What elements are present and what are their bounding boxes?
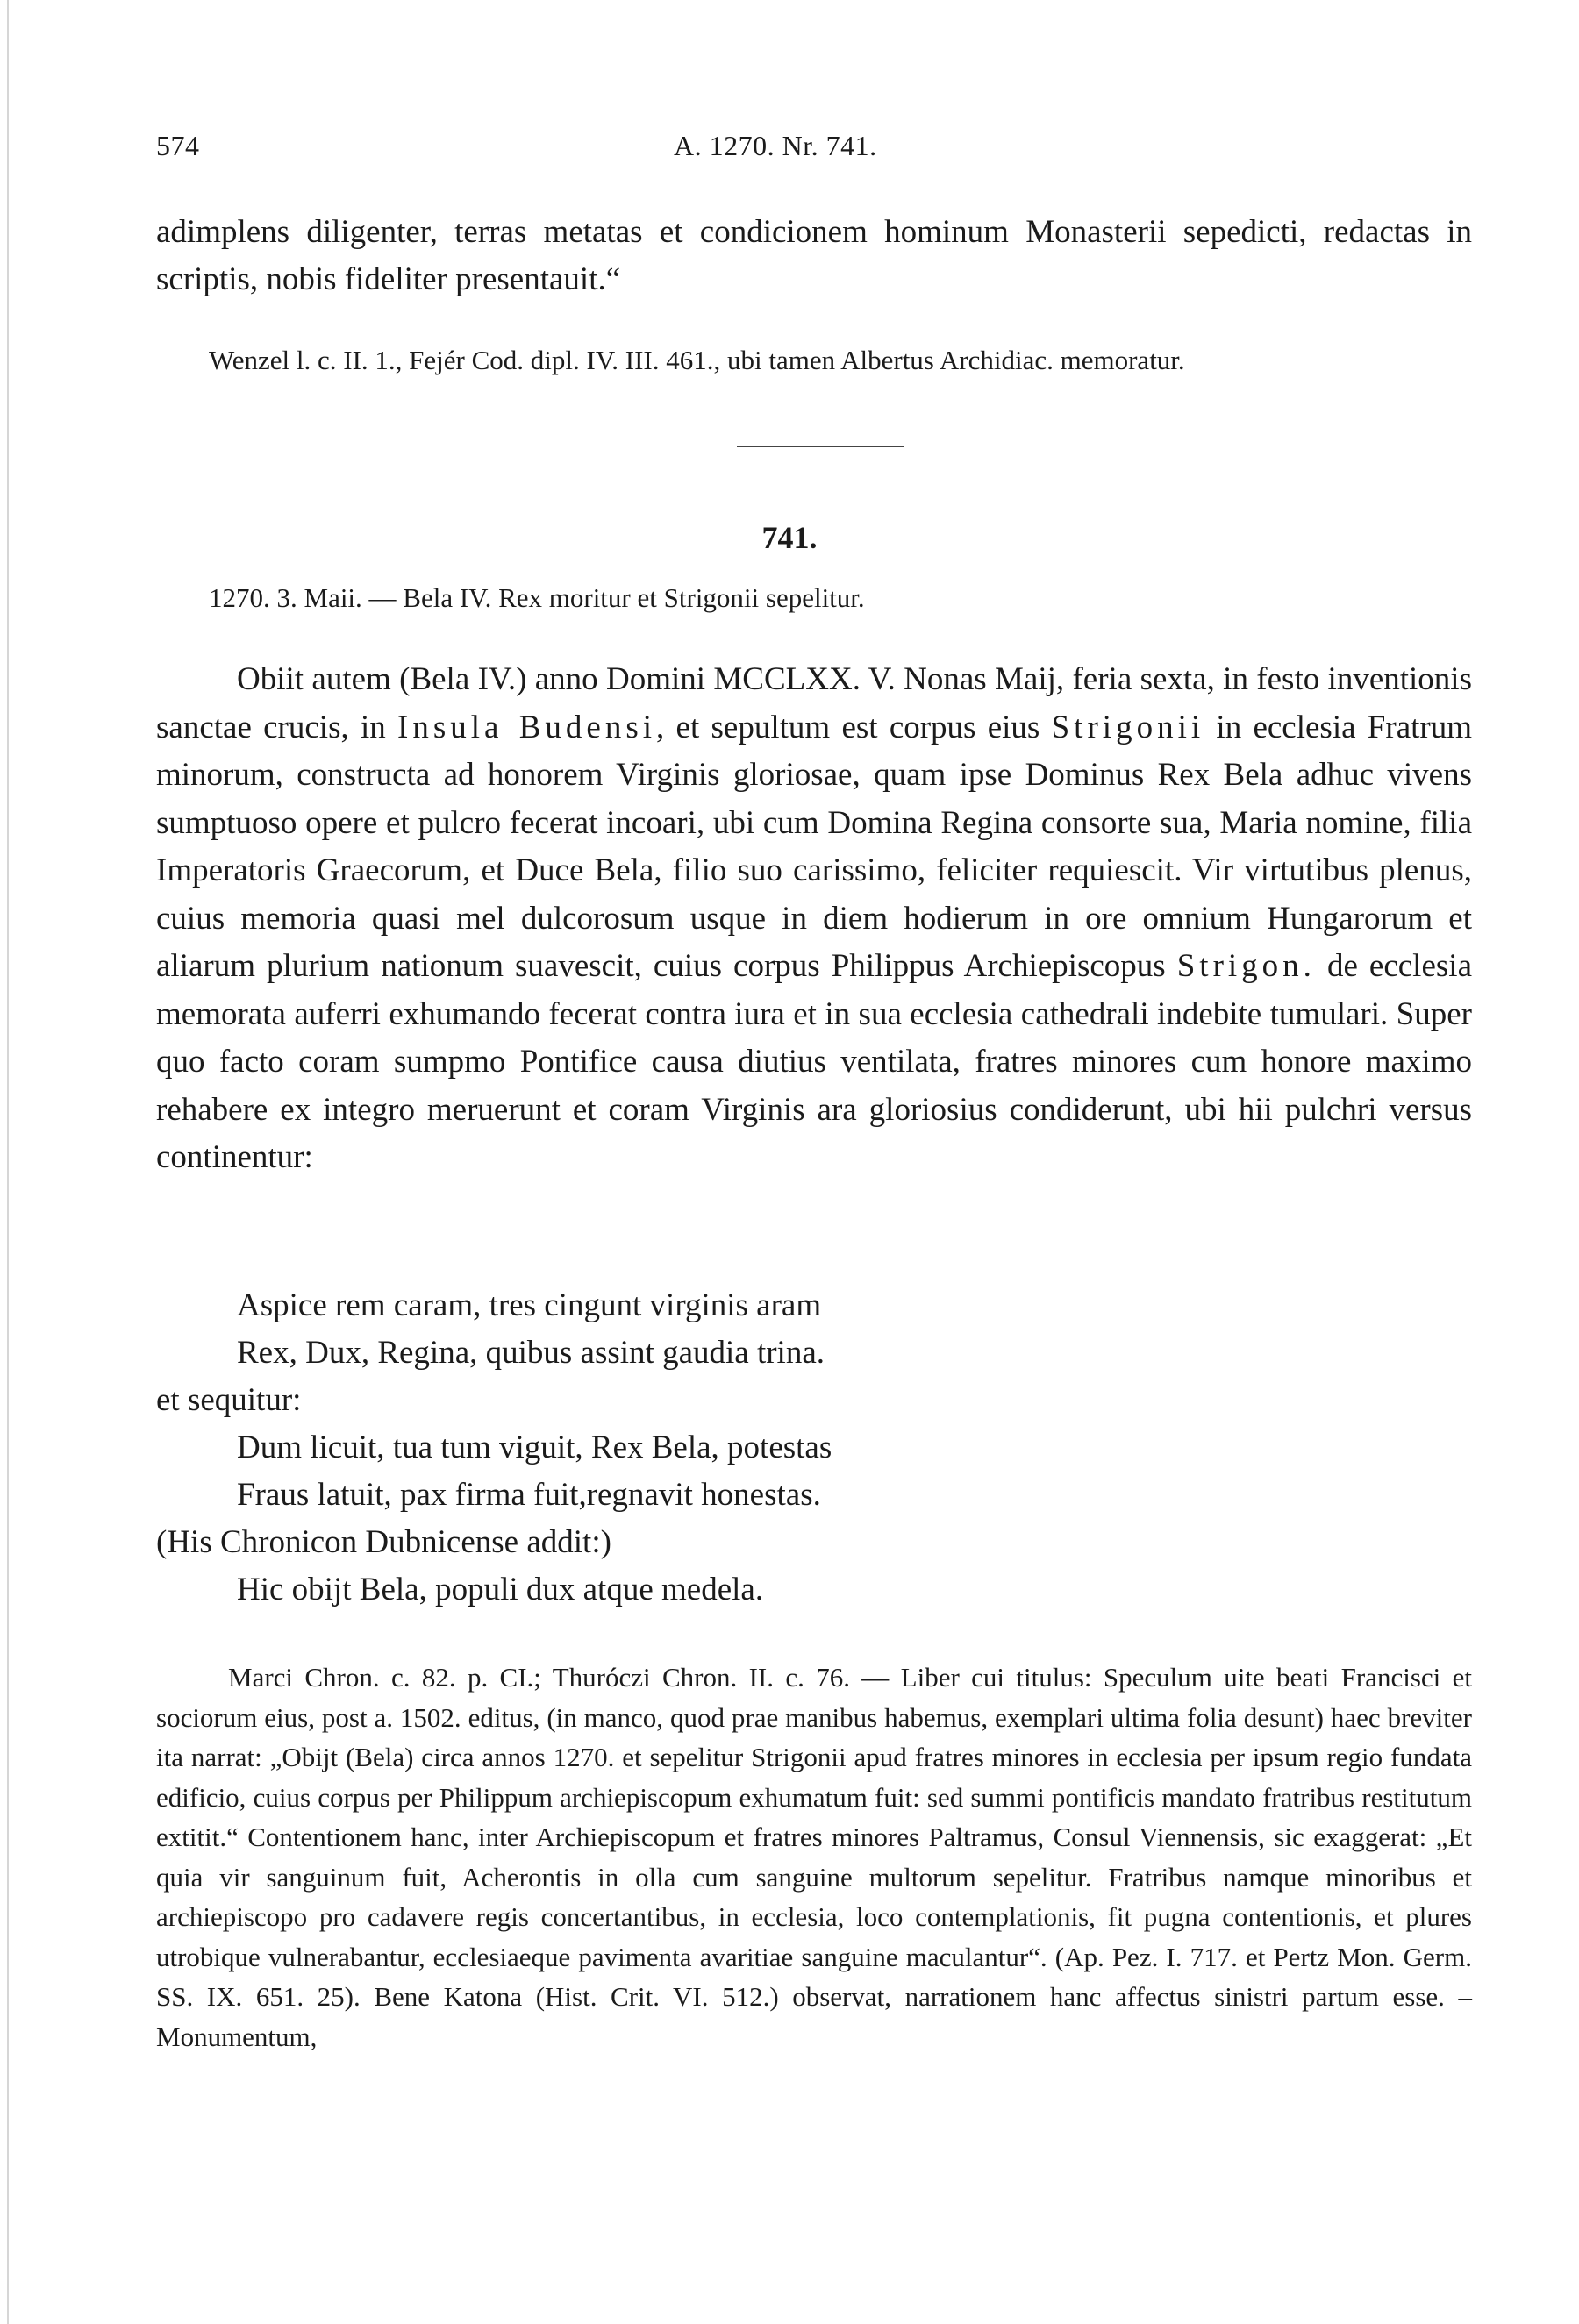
place-name-strigonii: Strigonii	[1051, 709, 1205, 745]
verse-line: Hic obijt Bela, populi dux atque medela.	[237, 1572, 764, 1608]
page-number: 574	[156, 130, 200, 161]
notes-section	[156, 1657, 1472, 2057]
main-text-part: in ecclesia Fratrum minorum, constructa ad honorem Virginis gloriosae, quam ipse Dominus Rex Bela adhuc vivens sumptuoso opere et pulcro fecerat incoari, ubi cum Domina Regina consorte sua, Maria nomine, filia Imperatoris Graecorum, et Duce Bela, filio suo carissimo, feliciter requiescit. Vir virtutibus plenus, cuius memoria quasi mel dulcorosum usque in diem hodierum in ore omnium Hungarorum et aliarum plurium nationum suavescit, cuius corpus Philippus Archiepiscopus	[156, 709, 1472, 984]
verse-line: Dum licuit, tua tum viguit, Rex Bela, potestas	[237, 1429, 832, 1465]
main-text-part: de ecclesia memorata auferri exhumando fecerat contra iura et in sua ecclesia cathedrali indebite tumulari. Super quo facto coram sumpmo Pontifice causa diutius ventilata, fratres minores cum honore maximo rehabere ex integro meruerunt et coram Virginis ara gloriosius condiderunt, ubi hii pulchri versus continentur:	[156, 948, 1472, 1175]
main-paragraph	[156, 656, 1472, 1182]
document-number: 741.	[761, 520, 818, 555]
notes-paragraph: Marci Chron. c. 82. p. CI.; Thuróczi Chron. II. c. 76. — Liber cui titulus: Speculum uite beati Francisci et sociorum eius, post a. 1502. editus, (in manco, quod prae manibus habemus, exemplari ultima folia desunt) haec breviter ita narrat: „Obijt (Bela) circa annos 1270. et sepelitur Strigonii apud fratres minores in ecclesia per ipsum regio fundata edificio, cuius corpus per Philippum archiepiscopum exhumatum fuit: sed summi pontificis mandato fratribus restitutum extitit.“ Contentionem hanc, inter Archiepiscopum et fratres minores Paltramus, Consul Viennensis, sic exaggerat: „Et quia vir sanguinum fuit, Acherontis in olla cum sanguine multorum sepelitur. Fratribus namque minoribus et archiepiscopo pro cadavere regis concertantibus, in ecclesia, loco contemplationis, fit pugna contentionis, et plures utrobique vulnerabantur, ecclesiaeque pavimenta avaritiae sanguine maculantur“. (Ap. Pez. I. 717. et Pertz Mon. Germ. SS. IX. 651. 25). Bene Katona (Hist. Crit. VI. 512.) observat, narrationem hanc affectus sinistri partum esse. – Monumentum,	[156, 1662, 1472, 2052]
citation-paragraph: Wenzel l. c. II. 1., Fejér Cod. dipl. IV. III. 461., ubi tamen Albertus Archidiac. memoratur.	[209, 345, 1185, 375]
scan-edge-line	[7, 0, 9, 2324]
regest-line: 1270. 3. Maii. — Bela IV. Rex moritur et Strigonii sepelitur.	[209, 582, 865, 613]
main-text-part: , et sepultum est corpus eius	[656, 709, 1052, 745]
verse-intro: et sequitur:	[156, 1382, 302, 1418]
main-text-part: Obiit autem (Bela IV.) anno Domini MCCLXX. V. Nonas Maij, feria sexta, in festo inventionis sanctae crucis, in	[156, 661, 1472, 745]
place-name-strigon: Strigon.	[1176, 948, 1316, 984]
verse-line: Rex, Dux, Regina, quibus assint gaudia trina.	[237, 1335, 825, 1371]
running-title: A. 1270. Nr. 741.	[674, 130, 877, 161]
verse-line: Aspice rem caram, tres cingunt virginis aram	[237, 1287, 822, 1323]
section-divider	[737, 446, 904, 447]
continuation-paragraph: adimplens diligenter, terras metatas et condicionem hominum Monasterii sepedicti, redactas in scriptis, nobis fideliter presentauit.“	[156, 214, 1472, 297]
place-name-insula-budensi: Insula Budensi	[397, 709, 657, 745]
verse-intro: (His Chronicon Dubnicense addit:)	[156, 1524, 611, 1560]
verse-line: Fraus latuit, pax firma fuit,regnavit honestas.	[237, 1477, 821, 1513]
main-text	[156, 656, 1472, 1182]
verse-block	[156, 1282, 1472, 1614]
